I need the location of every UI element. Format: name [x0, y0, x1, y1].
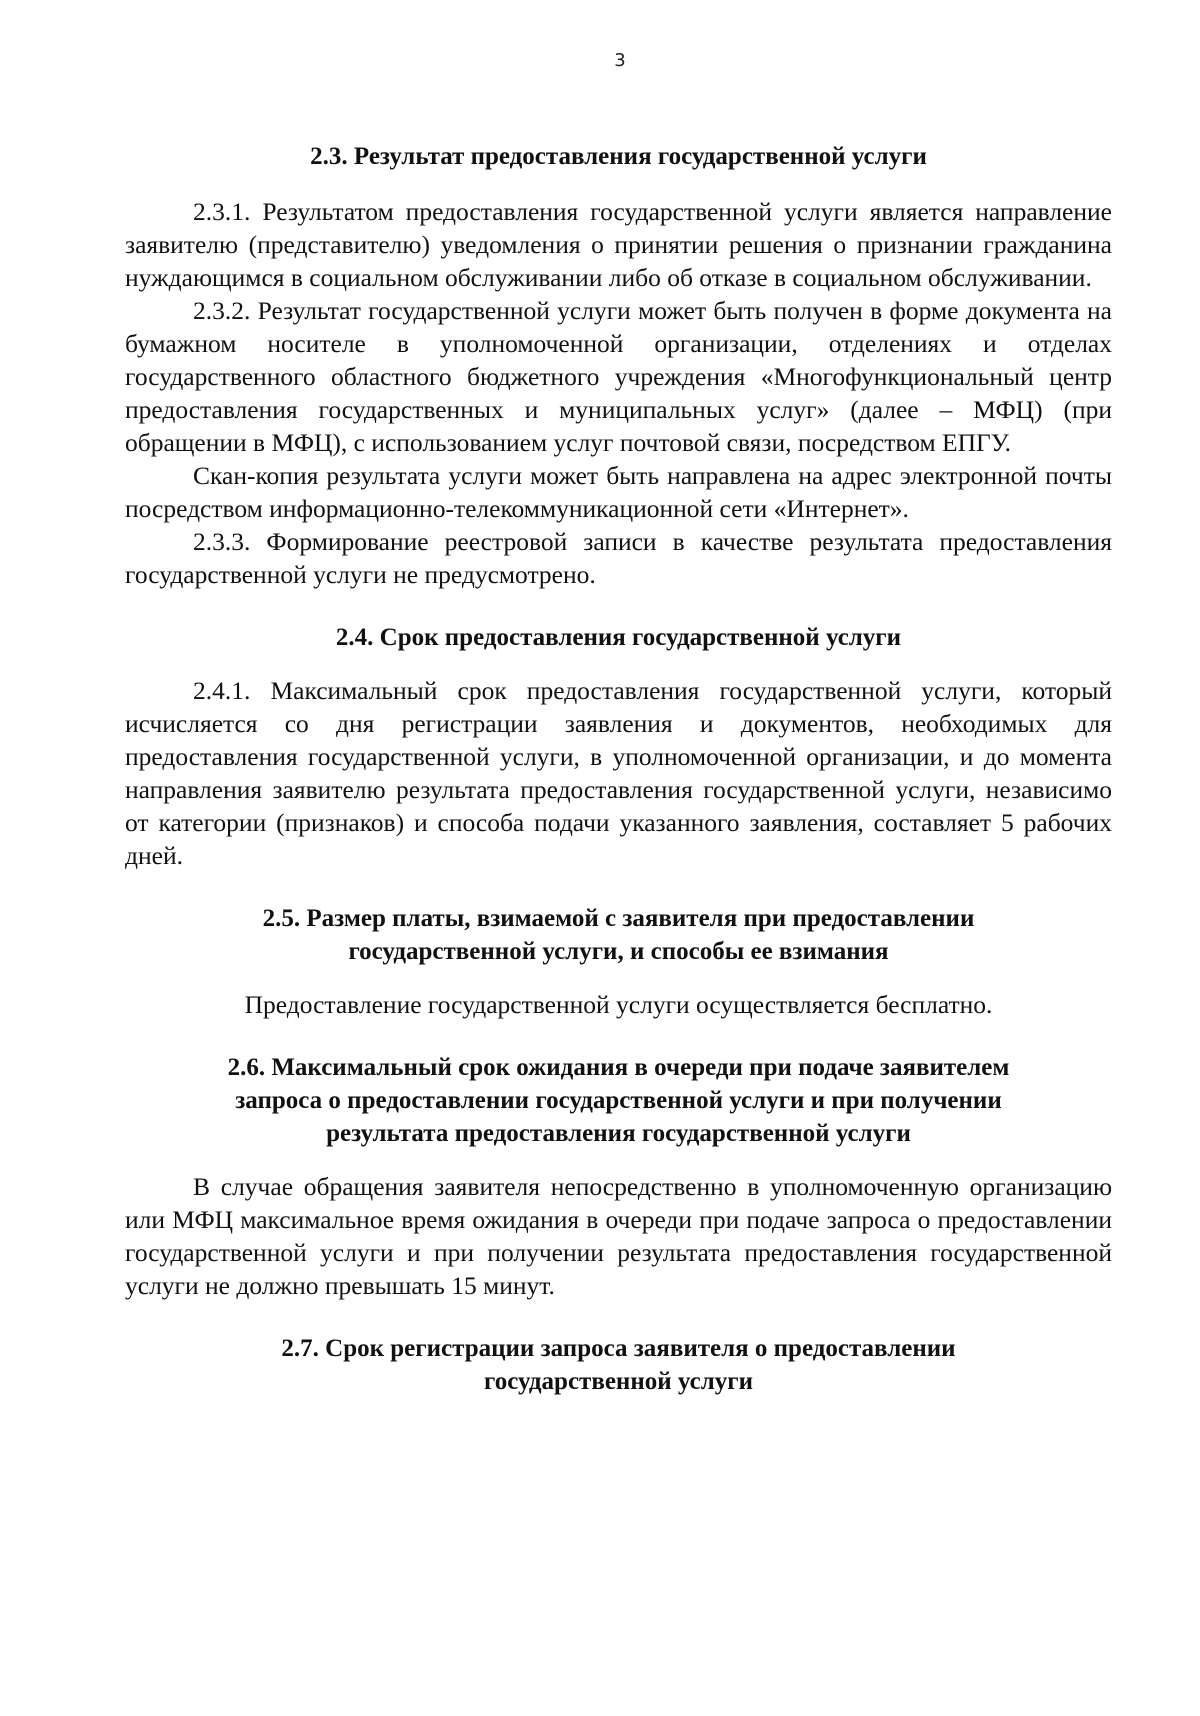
- section-heading: 2.4. Срок предоставления государственной услуги: [335, 624, 902, 651]
- paragraph: В случае обращения заявителя непосредственно в уполномоченную организацию или МФЦ максимальное время ожидания в очереди при подаче запроса о предоставлении государственной услуги и при получении результата предоставления государственной услуги не должно превышать 15 минут.: [125, 1172, 1112, 1300]
- paragraph: 2.3.2. Результат государственной услуги может быть получен в форме документа на бумажном носителе в уполномоченной организации, отделениях и отделах государственного областного бюджетного учреждения «Многофункциональный центр предоставления государственных и муниципальных услуг» (далее – МФЦ) (при обращении в МФЦ), с использованием услуг почтовой связи, посредством ЕПГУ.: [125, 296, 1112, 457]
- heading-line: запроса о предоставлении государственной услуги и при получении: [235, 1087, 1002, 1114]
- heading-line: 2.5. Размер платы, взимаемой с заявителя при предоставлении: [262, 905, 975, 932]
- section-heading: [125, 1051, 1112, 1150]
- section-2-7: [125, 1332, 1112, 1398]
- paragraph: Предоставление государственной услуги осуществляется бесплатно.: [244, 990, 993, 1019]
- paragraph: 2.4.1. Максимальный срок предоставления государственной услуги, который исчисляется со дня регистрации заявления и документов, необходимых для предоставления государственной услуги, в уполномоченной организации, и до момента направления заявителю результата предоставления государственной услуги, независимо от категории (признаков) и способа подачи указанного заявления, составляет 5 рабочих дней.: [125, 676, 1112, 870]
- heading-line: государственной услуги, и способы ее взимания: [348, 938, 889, 965]
- section-2-3: [125, 140, 1112, 591]
- section-heading: 2.3. Результат предоставления государственной услуги: [310, 143, 927, 170]
- document-body: [125, 140, 1112, 1398]
- section-2-5: [125, 902, 1112, 1021]
- section-2-6: [125, 1051, 1112, 1302]
- heading-line: результата предоставления государственной услуги: [326, 1120, 911, 1147]
- heading-line: 2.6. Максимальный срок ожидания в очереди при подаче заявителем: [227, 1054, 1010, 1081]
- section-heading: [125, 1332, 1112, 1398]
- paragraph: 2.3.1. Результатом предоставления государственной услуги является направление заявителю (представителю) уведомления о принятии решения о признании гражданина нуждающимся в социальном обслуживании либо об отказе в социальном обслуживании.: [125, 197, 1112, 292]
- page-number: 3: [614, 50, 626, 71]
- section-2-4: [125, 621, 1112, 872]
- heading-line: государственной услуги: [483, 1368, 754, 1395]
- section-heading: [125, 902, 1112, 968]
- heading-line: 2.7. Срок регистрации запроса заявителя о предоставлении: [281, 1335, 956, 1362]
- paragraph: Скан-копия результата услуги может быть направлена на адрес электронной почты посредством информационно-телекоммуникационной сети «Интернет».: [125, 461, 1112, 523]
- paragraph: 2.3.3. Формирование реестровой записи в качестве результата предоставления государственной услуги не предусмотрено.: [125, 527, 1112, 589]
